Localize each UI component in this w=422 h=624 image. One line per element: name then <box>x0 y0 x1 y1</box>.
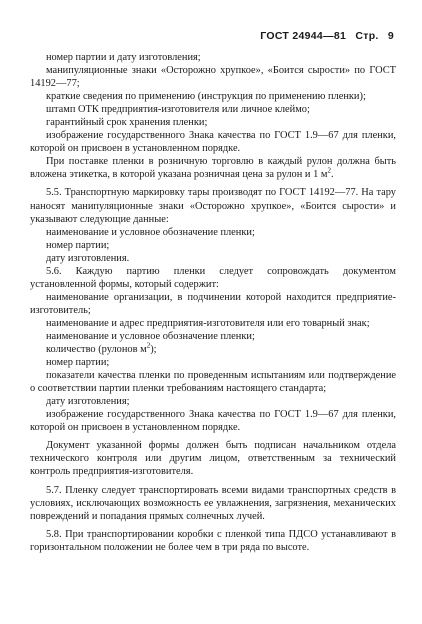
page-header <box>254 30 394 42</box>
list-item: показатели качества пленки по проведенным испытаниям или подтверждение о соответствии партии пленки требованиям настоящего стандарта; <box>30 370 396 395</box>
standard-number: ГОСТ 24944—81 <box>260 30 347 42</box>
paragraph-retail-label: При поставке пленки в розничную торговлю в каждый рулон должна быть вложена этикетка, в которой указана розничная цена за рулон и 1 $м^2$. <box>30 156 396 181</box>
list-item: изображение государственного Знака качества по ГОСТ 1.9—67 для пленки, которой он присвоен в установленном порядке. <box>30 409 396 434</box>
list-item: изображение государственного Знака качества по ГОСТ 1.9—67 для пленки, которой он присвоен в установленном порядке. <box>30 130 396 155</box>
clause-5-8: 5.8. При транспортировании коробки с пленкой типа ПДСО устанавливают в горизонтальном положении не более чем в три ряда по высоте. <box>30 528 396 553</box>
list-item: номер партии; <box>46 239 110 251</box>
paragraph-document-signature: Документ указанной формы должен быть подписан начальником отдела технического контроля или другим лицом, ответственным за технический контроль предприятия-изготовителя. <box>30 440 396 478</box>
list-item: номер партии; <box>46 357 110 369</box>
list-item: наименование и условное обозначение пленки; <box>46 330 255 342</box>
list-item: манипуляционные знаки «Осторожно хрупкое», «Боится сырости» по ГОСТ 14192—77; <box>30 65 396 90</box>
document-body <box>30 51 396 554</box>
list-item: дату изготовления; <box>46 396 130 408</box>
page-number: 9 <box>387 30 394 42</box>
list-item-quantity: количество (рулонов $м^2$); <box>46 341 157 356</box>
list-item: наименование организации, в подчинении которой находится предприятие-изготовитель; <box>30 291 396 316</box>
clause-5-7: 5.7. Пленку следует транспортировать всеми видами транспортных средств в условиях, исключающих возможность ее увлажнения, загрязнения, механических повреждений и попадания прямых солнечных лучей. <box>30 484 396 522</box>
clause-5-6: 5.6. Каждую партию пленки следует сопровождать документом установленной формы, который содержит: <box>30 265 396 290</box>
list-item: гарантийный срок хранения пленки; <box>46 117 208 129</box>
list-item: наименование и условное обозначение пленки; <box>46 226 255 238</box>
list-item: наименование и адрес предприятия-изготовителя или его товарный знак; <box>46 317 370 329</box>
list-item: номер партии и дату изготовления; <box>46 52 201 63</box>
list-item: дату изготовления. <box>46 252 130 264</box>
list-item: штамп ОТК предприятия-изготовителя или личное клеймо; <box>46 104 310 116</box>
page-label: Стр. <box>355 30 379 42</box>
list-item: краткие сведения по применению (инструкция по применению пленки); <box>46 91 366 103</box>
clause-5-5: 5.5. Транспортную маркировку тары производят по ГОСТ 14192—77. На тару наносят манипуляционные знаки «Осторожно хрупкое», «Боится сырости» и указывают следующие данные: <box>30 187 396 225</box>
